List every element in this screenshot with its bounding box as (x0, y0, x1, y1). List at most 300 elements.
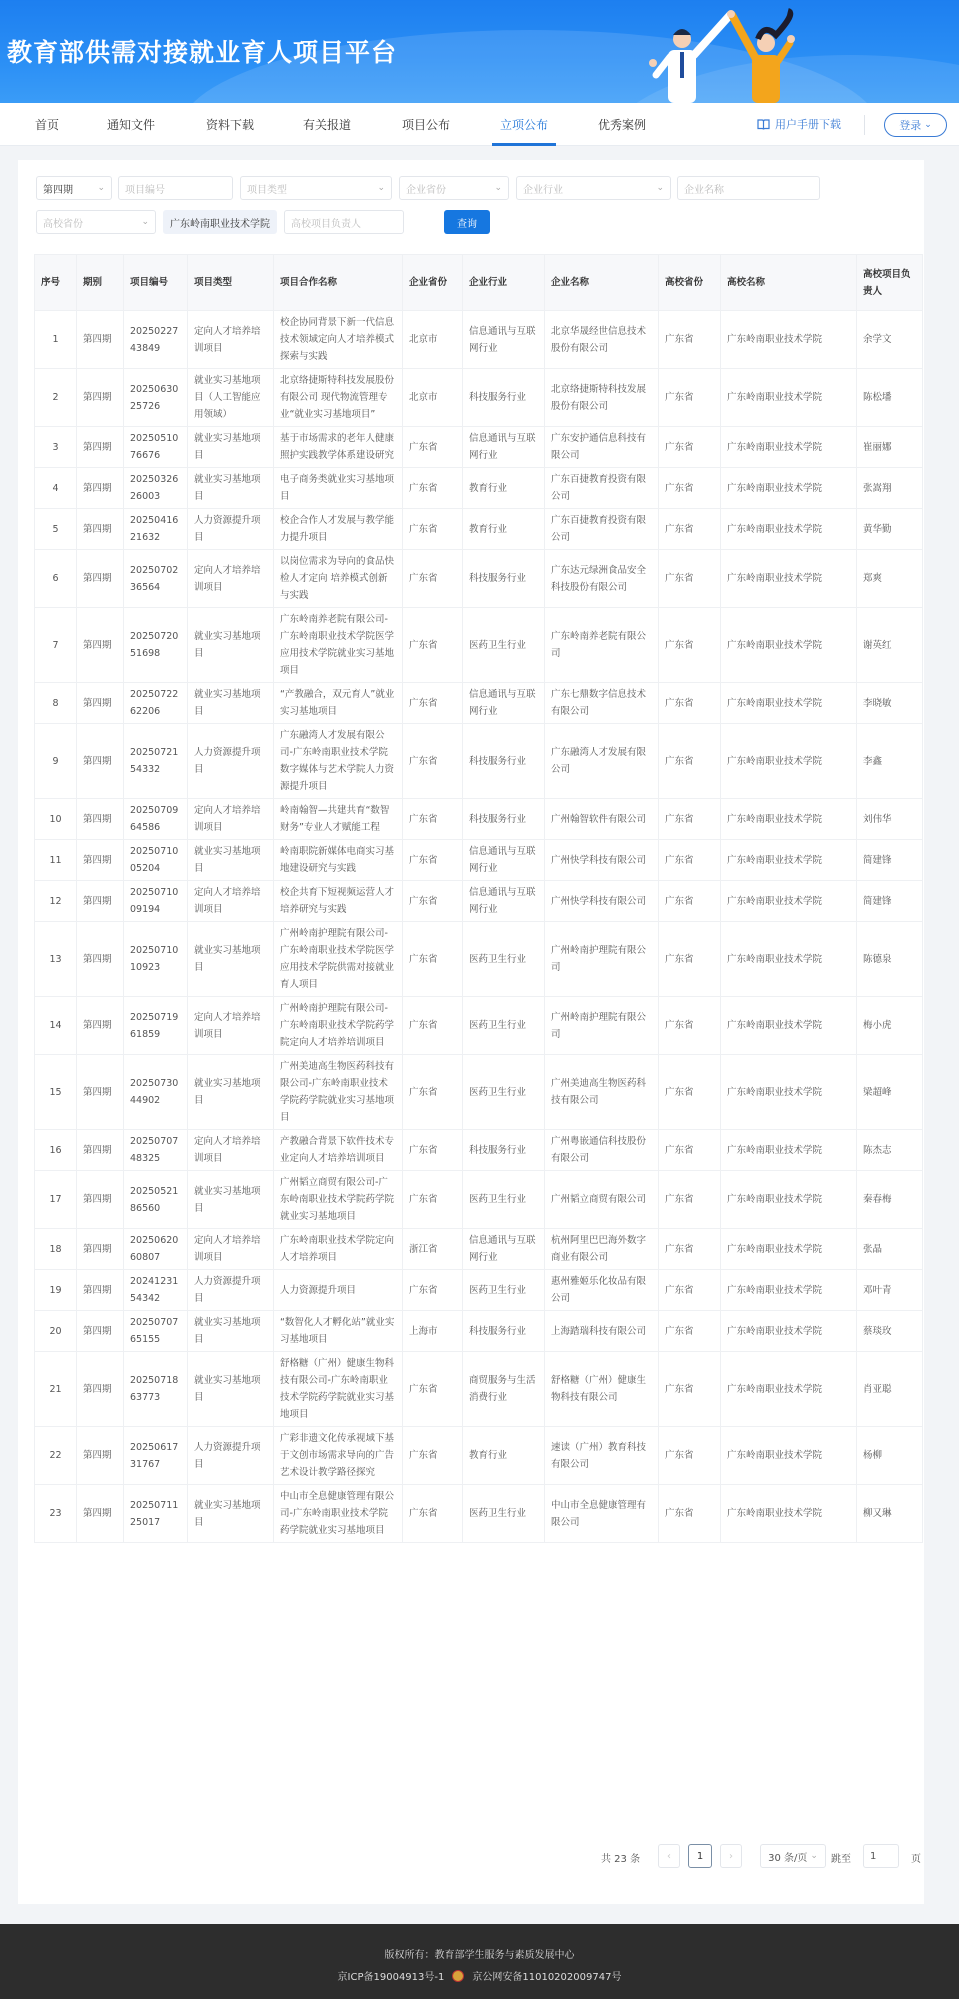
cell-company-name: 广东岭南养老院有限公司 (545, 608, 659, 683)
cell-company-industry: 信息通讯与互联网行业 (463, 881, 545, 922)
login-label: 登录 (899, 119, 922, 132)
cell-company-industry: 医药卫生行业 (463, 922, 545, 997)
cell-company-industry: 信息通讯与互联网行业 (463, 683, 545, 724)
cell-period: 第四期 (77, 369, 124, 427)
cell-period: 第四期 (77, 311, 124, 369)
cell-project-name: 校企协同背景下新一代信息技术领域定向人才培养模式探索与实践 (274, 311, 403, 369)
table-row (35, 881, 923, 922)
cell-project-no: 2025071863773 (124, 1352, 188, 1427)
cell-company-industry: 医药卫生行业 (463, 608, 545, 683)
cell-school-province: 广东省 (659, 1311, 721, 1352)
cell-school-name: 广东岭南职业技术学院 (721, 997, 857, 1055)
cell-company-province: 广东省 (403, 1270, 463, 1311)
cell-index: 4 (35, 468, 77, 509)
chevron-down-icon: ⌄ (656, 183, 664, 193)
cell-index: 8 (35, 683, 77, 724)
page-suffix: 页 (911, 1854, 921, 1865)
cell-project-type: 就业实习基地项目 (188, 1352, 274, 1427)
col-header-school-name: 高校名称 (721, 255, 857, 311)
cell-project-type: 就业实习基地项目 (188, 1055, 274, 1130)
school-province-placeholder: 高校省份 (43, 218, 83, 230)
cell-school-name: 广东岭南职业技术学院 (721, 1270, 857, 1311)
cell-school-leader: 秦春梅 (857, 1171, 923, 1229)
cell-project-no: 2025073044902 (124, 1055, 188, 1130)
table-row (35, 997, 923, 1055)
cell-school-name: 广东岭南职业技术学院 (721, 509, 857, 550)
cell-project-name: 岭南职院新媒体电商实习基地建设研究与实践 (274, 840, 403, 881)
cell-school-leader: 梁超峰 (857, 1055, 923, 1130)
cell-index: 20 (35, 1311, 77, 1352)
cell-school-name: 广东岭南职业技术学院 (721, 1352, 857, 1427)
cell-period: 第四期 (77, 840, 124, 881)
projects-table (34, 254, 923, 1543)
cell-project-name: 广州韬立商贸有限公司-广东岭南职业技术学院药学院就业实习基地项目 (274, 1171, 403, 1229)
cell-school-province: 广东省 (659, 1352, 721, 1427)
cell-company-province: 广东省 (403, 1352, 463, 1427)
cell-school-name: 广东岭南职业技术学院 (721, 881, 857, 922)
main-panel (18, 160, 924, 1904)
cell-school-leader: 崔丽娜 (857, 427, 923, 468)
cell-project-name: 以岗位需求为导向的食品快检人才定向 培养模式创新与实践 (274, 550, 403, 608)
cell-company-name: 速读（广州）教育科技有限公司 (545, 1427, 659, 1485)
cell-company-industry: 医药卫生行业 (463, 1171, 545, 1229)
cell-school-name: 广东岭南职业技术学院 (721, 311, 857, 369)
nav-item-downloads[interactable]: 资料下载 (206, 118, 255, 132)
cell-company-province: 广东省 (403, 922, 463, 997)
company-name-input[interactable] (677, 176, 820, 200)
cell-project-name: 广州岭南护理院有限公司-广东岭南职业技术学院医学应用技术学院供需对接就业育人项目 (274, 922, 403, 997)
cell-company-province: 北京市 (403, 311, 463, 369)
cell-index: 23 (35, 1485, 77, 1543)
cell-company-province: 广东省 (403, 1485, 463, 1543)
cell-company-name: 广州岭南护理院有限公司 (545, 997, 659, 1055)
company-province-select[interactable] (399, 176, 509, 200)
cell-project-name: 电子商务类就业实习基地项目 (274, 468, 403, 509)
cell-project-type: 定向人才培养培训项目 (188, 799, 274, 840)
cell-company-name: 广州韬立商贸有限公司 (545, 1171, 659, 1229)
cell-company-industry: 科技服务行业 (463, 550, 545, 608)
cell-period: 第四期 (77, 1485, 124, 1543)
cell-company-industry: 科技服务行业 (463, 1311, 545, 1352)
cell-school-name: 广东岭南职业技术学院 (721, 1229, 857, 1270)
goto-label: 跳至 (831, 1854, 851, 1865)
page-size-value: 30 条/页 (768, 1852, 808, 1864)
cell-period: 第四期 (77, 608, 124, 683)
table-row (35, 1311, 923, 1352)
cell-project-name: 广东岭南职业技术学院定向人才培养项目 (274, 1229, 403, 1270)
cell-project-no: 2024123154342 (124, 1270, 188, 1311)
cell-period: 第四期 (77, 1171, 124, 1229)
next-page-button[interactable] (720, 1844, 742, 1868)
cell-company-province: 广东省 (403, 799, 463, 840)
cell-project-no: 2025063025726 (124, 369, 188, 427)
page-number: 1 (696, 1850, 704, 1862)
cell-company-name: 北京络捷斯特科技发展股份有限公司 (545, 369, 659, 427)
cell-company-industry: 信息通讯与互联网行业 (463, 840, 545, 881)
cell-project-type: 就业实习基地项目 (188, 683, 274, 724)
company-industry-select[interactable] (516, 176, 671, 200)
cell-school-leader: 柳又琳 (857, 1485, 923, 1543)
cell-index: 14 (35, 997, 77, 1055)
cell-project-type: 就业实习基地项目 (188, 427, 274, 468)
table-body (35, 311, 923, 1543)
table-row (35, 369, 923, 427)
cell-school-province: 广东省 (659, 683, 721, 724)
cell-project-name: 广州美迪高生物医药科技有限公司-广东岭南职业技术学院药学院就业实习基地项目 (274, 1055, 403, 1130)
school-province-select[interactable] (36, 210, 156, 234)
company-province-placeholder: 企业省份 (406, 184, 446, 196)
icp-link[interactable]: 京ICP备19004913号-1 (337, 1972, 445, 1983)
cell-project-no: 2025041621632 (124, 509, 188, 550)
footer-registration (0, 1968, 959, 1983)
cell-project-no: 2025070748325 (124, 1130, 188, 1171)
cell-company-name: 惠州雅姬乐化妆品有限公司 (545, 1270, 659, 1311)
chevron-down-icon: ⌄ (810, 1851, 818, 1861)
cell-project-name: 校企合作人才发展与教学能力提升项目 (274, 509, 403, 550)
cell-school-leader: 杨柳 (857, 1427, 923, 1485)
cell-project-name: 校企共育下短视频运营人才培养研究与实践 (274, 881, 403, 922)
user-manual-label: 用户手册下载 (775, 118, 841, 131)
table-row (35, 1485, 923, 1543)
cell-index: 22 (35, 1427, 77, 1485)
cell-school-name: 广东岭南职业技术学院 (721, 550, 857, 608)
cell-index: 21 (35, 1352, 77, 1427)
cell-project-type: 定向人才培养培训项目 (188, 997, 274, 1055)
cell-school-leader: 黄华勤 (857, 509, 923, 550)
cell-school-province: 广东省 (659, 1055, 721, 1130)
period-select-value: 第四期 (43, 184, 73, 196)
cell-school-province: 广东省 (659, 427, 721, 468)
cell-company-province: 广东省 (403, 608, 463, 683)
cell-school-province: 广东省 (659, 369, 721, 427)
cell-company-industry: 科技服务行业 (463, 799, 545, 840)
cell-project-type: 人力资源提升项目 (188, 1270, 274, 1311)
goto-page-input[interactable] (863, 1844, 899, 1868)
cell-school-province: 广东省 (659, 1427, 721, 1485)
cell-company-name: 广东安护通信息科技有限公司 (545, 427, 659, 468)
cell-period: 第四期 (77, 683, 124, 724)
col-header-company-province: 企业省份 (403, 255, 463, 311)
cell-school-leader: 张晶 (857, 1229, 923, 1270)
page-size-select[interactable] (760, 1844, 826, 1868)
cell-school-leader: 陈杰志 (857, 1130, 923, 1171)
cell-company-name: 广州岭南护理院有限公司 (545, 922, 659, 997)
user-manual-download-link[interactable] (757, 116, 841, 132)
cell-period: 第四期 (77, 1055, 124, 1130)
cell-project-type: 人力资源提升项目 (188, 1427, 274, 1485)
col-header-company-industry: 企业行业 (463, 255, 545, 311)
cell-project-name: 广彩非遗文化传承视域下基于文创市场需求导向的广告艺术设计教学路径探究 (274, 1427, 403, 1485)
cell-project-name: 中山市全息健康管理有限公司-广东岭南职业技术学院药学院就业实习基地项目 (274, 1485, 403, 1543)
table-row (35, 608, 923, 683)
cell-project-name: 广东融湾人才发展有限公司-广东岭南职业技术学院数字媒体与艺术学院人力资源提升项目 (274, 724, 403, 799)
cell-school-leader: 李鑫 (857, 724, 923, 799)
cell-school-province: 广东省 (659, 1485, 721, 1543)
cell-project-type: 就业实习基地项目（人工智能应用领域） (188, 369, 274, 427)
cell-project-type: 定向人才培养培训项目 (188, 881, 274, 922)
cell-school-leader: 郑爽 (857, 550, 923, 608)
cell-school-name: 广东岭南职业技术学院 (721, 468, 857, 509)
cell-project-type: 人力资源提升项目 (188, 509, 274, 550)
col-header-index: 序号 (35, 255, 77, 311)
cell-project-no: 2025070765155 (124, 1311, 188, 1352)
chevron-down-icon: ⌄ (141, 217, 149, 227)
cell-period: 第四期 (77, 997, 124, 1055)
cell-company-name: 中山市全息健康管理有限公司 (545, 1485, 659, 1543)
table-row (35, 427, 923, 468)
cell-company-industry: 信息通讯与互联网行业 (463, 427, 545, 468)
nav-item-reports[interactable]: 有关报道 (303, 118, 352, 132)
cell-company-industry: 医药卫生行业 (463, 1270, 545, 1311)
page-1-button[interactable] (688, 1844, 712, 1868)
cell-company-industry: 教育行业 (463, 509, 545, 550)
school-name-value: 广东岭南职业技术学院 (170, 218, 270, 230)
cell-company-name: 广州粤嵌通信科技股份有限公司 (545, 1130, 659, 1171)
cell-period: 第四期 (77, 1270, 124, 1311)
cell-project-name: 广东岭南养老院有限公司-广东岭南职业技术学院医学应用技术学院就业实习基地项目 (274, 608, 403, 683)
cell-project-no: 2025070964586 (124, 799, 188, 840)
cell-company-province: 广东省 (403, 1427, 463, 1485)
nav-item-notices[interactable]: 通知文件 (107, 118, 156, 132)
cell-school-province: 广东省 (659, 468, 721, 509)
project-number-placeholder: 项目编号 (125, 184, 165, 196)
cell-company-industry: 信息通讯与互联网行业 (463, 1229, 545, 1270)
cell-project-no: 2025072262206 (124, 683, 188, 724)
cell-company-name: 广东达元绿洲食品安全科技股份有限公司 (545, 550, 659, 608)
cell-school-province: 广东省 (659, 840, 721, 881)
school-name-input[interactable] (163, 210, 277, 234)
cell-school-province: 广东省 (659, 1171, 721, 1229)
copyright-text: 版权所有：教育部学生服务与素质发展中心 (384, 1950, 575, 1961)
table-row (35, 1427, 923, 1485)
cell-school-leader: 刘伟华 (857, 799, 923, 840)
cell-index: 17 (35, 1171, 77, 1229)
cell-project-no: 2025071005204 (124, 840, 188, 881)
site-title: 教育部供需对接就业育人项目平台 (7, 38, 398, 67)
cell-index: 18 (35, 1229, 77, 1270)
cell-period: 第四期 (77, 427, 124, 468)
cell-school-province: 广东省 (659, 550, 721, 608)
cell-school-name: 广东岭南职业技术学院 (721, 1130, 857, 1171)
cell-school-leader: 陈松墦 (857, 369, 923, 427)
cell-school-province: 广东省 (659, 608, 721, 683)
login-button[interactable] (884, 113, 947, 137)
cell-school-name: 广东岭南职业技术学院 (721, 608, 857, 683)
cell-school-name: 广东岭南职业技术学院 (721, 1427, 857, 1485)
company-industry-placeholder: 企业行业 (523, 184, 563, 196)
cell-company-name: 广东融湾人才发展有限公司 (545, 724, 659, 799)
cell-project-name: 广州岭南护理院有限公司-广东岭南职业技术学院药学院定向人才培养培训项目 (274, 997, 403, 1055)
cell-school-province: 广东省 (659, 1229, 721, 1270)
cell-company-industry: 教育行业 (463, 1427, 545, 1485)
cell-school-province: 广东省 (659, 1130, 721, 1171)
cell-index: 3 (35, 427, 77, 468)
cell-company-name: 舒格糖（广州）健康生物科技有限公司 (545, 1352, 659, 1427)
cell-company-province: 广东省 (403, 683, 463, 724)
cell-company-name: 上海踏瑞科技有限公司 (545, 1311, 659, 1352)
cell-index: 15 (35, 1055, 77, 1130)
cell-company-province: 广东省 (403, 1055, 463, 1130)
cell-project-no: 2025032626003 (124, 468, 188, 509)
cell-project-no: 2025072051698 (124, 608, 188, 683)
table-row (35, 840, 923, 881)
cell-company-name: 广东七鼎数字信息技术有限公司 (545, 683, 659, 724)
cell-school-leader: 邓叶青 (857, 1270, 923, 1311)
cell-company-industry: 商贸服务与生活消费行业 (463, 1352, 545, 1427)
cell-period: 第四期 (77, 1352, 124, 1427)
cell-period: 第四期 (77, 881, 124, 922)
cell-school-name: 广东岭南职业技术学院 (721, 1485, 857, 1543)
project-number-input[interactable] (118, 176, 233, 200)
cell-period: 第四期 (77, 799, 124, 840)
cell-school-leader: 谢英红 (857, 608, 923, 683)
cell-company-province: 广东省 (403, 881, 463, 922)
chevron-left-icon: ‹ (667, 1850, 671, 1862)
cell-school-province: 广东省 (659, 881, 721, 922)
table-row (35, 468, 923, 509)
col-header-company-name: 企业名称 (545, 255, 659, 311)
cell-company-province: 广东省 (403, 997, 463, 1055)
cell-index: 1 (35, 311, 77, 369)
project-type-select[interactable] (240, 176, 392, 200)
school-leader-placeholder: 高校项目负责人 (291, 218, 361, 230)
cell-company-province: 广东省 (403, 1171, 463, 1229)
cell-school-province: 广东省 (659, 724, 721, 799)
cell-school-name: 广东岭南职业技术学院 (721, 724, 857, 799)
cell-school-leader: 肖亚聪 (857, 1352, 923, 1427)
cell-project-name: 产教融合背景下软件技术专业定向人才培养培训项目 (274, 1130, 403, 1171)
cell-company-province: 广东省 (403, 1130, 463, 1171)
table-row (35, 1055, 923, 1130)
cell-index: 16 (35, 1130, 77, 1171)
cell-index: 13 (35, 922, 77, 997)
cell-index: 6 (35, 550, 77, 608)
cell-company-name: 广东百捷教育投资有限公司 (545, 509, 659, 550)
footer (0, 1924, 959, 1999)
active-tab-indicator (492, 143, 556, 146)
cell-school-name: 广东岭南职业技术学院 (721, 427, 857, 468)
cell-school-province: 广东省 (659, 799, 721, 840)
cell-company-province: 广东省 (403, 550, 463, 608)
cell-project-name: 基于市场需求的老年人健康照护实践教学体系建设研究 (274, 427, 403, 468)
cell-project-no: 2025052186560 (124, 1171, 188, 1229)
table-row (35, 1352, 923, 1427)
cell-period: 第四期 (77, 1427, 124, 1485)
cell-school-leader: 李晓敏 (857, 683, 923, 724)
chevron-down-icon: ⌄ (377, 183, 385, 193)
col-header-project-name: 项目合作名称 (274, 255, 403, 311)
cell-company-name: 广州快学科技有限公司 (545, 840, 659, 881)
cell-company-name: 杭州阿里巴巴海外数字商业有限公司 (545, 1229, 659, 1270)
cell-project-type: 就业实习基地项目 (188, 1485, 274, 1543)
cell-company-industry: 医药卫生行业 (463, 997, 545, 1055)
cell-company-province: 浙江省 (403, 1229, 463, 1270)
cell-school-name: 广东岭南职业技术学院 (721, 1311, 857, 1352)
cell-index: 7 (35, 608, 77, 683)
cell-project-name: 岭南翰智—共建共育“数智财务”专业人才赋能工程 (274, 799, 403, 840)
cell-company-province: 上海市 (403, 1311, 463, 1352)
nav-item-home[interactable]: 首页 (35, 118, 60, 132)
cell-project-no: 2025071125017 (124, 1485, 188, 1543)
cell-company-name: 广州翰智软件有限公司 (545, 799, 659, 840)
company-name-placeholder: 企业名称 (684, 184, 724, 196)
cell-index: 2 (35, 369, 77, 427)
table-row (35, 799, 923, 840)
chevron-down-icon: ⌄ (494, 183, 502, 193)
nav-item-excellent-cases[interactable]: 优秀案例 (598, 118, 647, 132)
police-record-link[interactable]: 京公网安备11010202009747号 (472, 1972, 622, 1983)
cell-company-province: 广东省 (403, 509, 463, 550)
cell-index: 19 (35, 1270, 77, 1311)
cell-project-no: 2025071009194 (124, 881, 188, 922)
cell-project-type: 人力资源提升项目 (188, 724, 274, 799)
cell-school-leader: 陈德泉 (857, 922, 923, 997)
cell-company-industry: 医药卫生行业 (463, 1055, 545, 1130)
table-row (35, 1171, 923, 1229)
cell-school-leader: 梅小虎 (857, 997, 923, 1055)
query-button[interactable]: 查询 (444, 210, 490, 234)
cell-company-province: 广东省 (403, 840, 463, 881)
cell-period: 第四期 (77, 1311, 124, 1352)
cell-index: 12 (35, 881, 77, 922)
cell-project-name: “产教融合，双元育人”就业实习基地项目 (274, 683, 403, 724)
cell-project-type: 定向人才培养培训项目 (188, 311, 274, 369)
cell-company-province: 广东省 (403, 468, 463, 509)
period-select[interactable] (36, 176, 112, 200)
col-header-project-no: 项目编号 (124, 255, 188, 311)
cell-company-industry: 科技服务行业 (463, 369, 545, 427)
col-header-school-leader: 高校项目负责人 (857, 255, 923, 311)
cell-project-type: 定向人才培养培训项目 (188, 550, 274, 608)
cell-school-name: 广东岭南职业技术学院 (721, 922, 857, 997)
cell-school-name: 广东岭南职业技术学院 (721, 683, 857, 724)
cell-school-province: 广东省 (659, 311, 721, 369)
cell-school-province: 广东省 (659, 997, 721, 1055)
cell-project-no: 2025071010923 (124, 922, 188, 997)
cell-project-type: 就业实习基地项目 (188, 922, 274, 997)
nav-divider (864, 115, 865, 135)
table-row (35, 1130, 923, 1171)
cell-period: 第四期 (77, 468, 124, 509)
cell-project-type: 就业实习基地项目 (188, 608, 274, 683)
cell-project-no: 2025061731767 (124, 1427, 188, 1485)
col-header-project-type: 项目类型 (188, 255, 274, 311)
prev-page-button[interactable] (658, 1844, 680, 1868)
cell-project-name: 舒格糖（广州）健康生物科技有限公司-广东岭南职业技术学院药学院就业实习基地项目 (274, 1352, 403, 1427)
nav-item-project-announce[interactable]: 项目公布 (402, 118, 451, 132)
col-header-period: 期别 (77, 255, 124, 311)
table-row (35, 683, 923, 724)
cell-company-industry: 科技服务行业 (463, 724, 545, 799)
cell-company-name: 广州快学科技有限公司 (545, 881, 659, 922)
nav-item-approval-announce[interactable]: 立项公布 (500, 118, 549, 132)
cell-index: 10 (35, 799, 77, 840)
cell-company-province: 广东省 (403, 724, 463, 799)
cell-company-name: 广东百捷教育投资有限公司 (545, 468, 659, 509)
cell-project-type: 定向人才培养培训项目 (188, 1130, 274, 1171)
cell-school-province: 广东省 (659, 1270, 721, 1311)
cell-project-name: “数智化人才孵化站”就业实习基地项目 (274, 1311, 403, 1352)
cell-company-industry: 科技服务行业 (463, 1130, 545, 1171)
cell-school-province: 广东省 (659, 922, 721, 997)
cell-company-province: 北京市 (403, 369, 463, 427)
school-leader-input[interactable] (284, 210, 404, 234)
table-row (35, 311, 923, 369)
goto-page-value: 1 (870, 1850, 877, 1862)
cell-period: 第四期 (77, 550, 124, 608)
table-row (35, 550, 923, 608)
cell-school-leader: 余学文 (857, 311, 923, 369)
